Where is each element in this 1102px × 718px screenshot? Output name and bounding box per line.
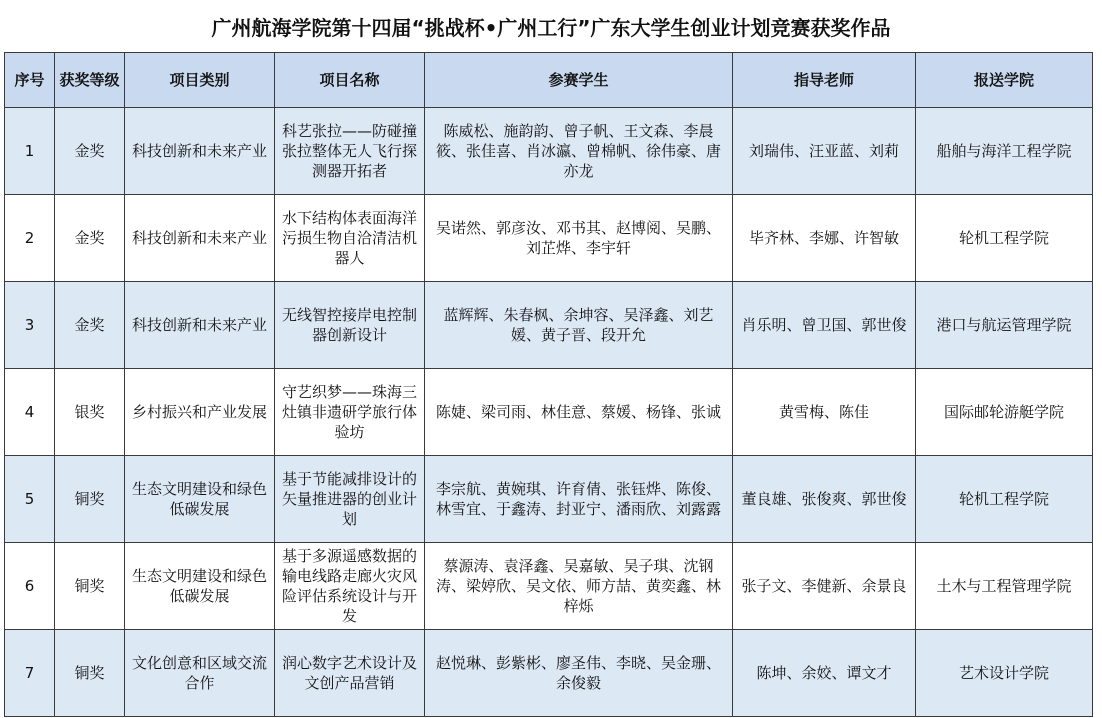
- cell-teachers: 毕齐林、李娜、许智敏: [733, 195, 916, 282]
- table-row: [5, 282, 1093, 369]
- cell-level: 金奖: [55, 195, 125, 282]
- cell-students: 李宗航、黄婉琪、许育倩、张钰烨、陈俊、林雪宜、于鑫涛、封亚宁、潘雨欣、刘露露: [425, 456, 733, 543]
- cell-teachers: 黄雪梅、陈佳: [733, 369, 916, 456]
- header-no: 序号: [5, 53, 55, 108]
- cell-school: 国际邮轮游艇学院: [916, 369, 1093, 456]
- cell-students: 蓝辉辉、朱春枫、余坤容、吴泽鑫、刘艺媛、黄子晋、段开允: [425, 282, 733, 369]
- cell-project: 基于多源遥感数据的输电线路走廊火灾风险评估系统设计与开发: [275, 543, 425, 630]
- cell-category: 科技创新和未来产业: [125, 108, 275, 195]
- cell-no: 4: [5, 369, 55, 456]
- cell-students: 陈威松、施韵韵、曾子帆、王文森、李晨筱、张佳喜、肖冰瀛、曾棉帆、徐伟豪、唐亦龙: [425, 108, 733, 195]
- cell-school: 轮机工程学院: [916, 195, 1093, 282]
- table-row: [5, 543, 1093, 630]
- cell-level: 铜奖: [55, 456, 125, 543]
- cell-category: 文化创意和区域交流合作: [125, 630, 275, 717]
- table-row: [5, 108, 1093, 195]
- table-row: [5, 195, 1093, 282]
- cell-teachers: 陈坤、余姣、谭文才: [733, 630, 916, 717]
- cell-level: 金奖: [55, 282, 125, 369]
- header-category: 项目类别: [125, 53, 275, 108]
- cell-category: 生态文明建设和绿色低碳发展: [125, 543, 275, 630]
- cell-no: 7: [5, 630, 55, 717]
- cell-no: 5: [5, 456, 55, 543]
- cell-no: 3: [5, 282, 55, 369]
- table-row: [5, 456, 1093, 543]
- cell-teachers: 董良雄、张俊爽、郭世俊: [733, 456, 916, 543]
- table-header-row: [5, 53, 1093, 108]
- cell-project: 水下结构体表面海洋污损生物自洽清洁机器人: [275, 195, 425, 282]
- table-row: [5, 369, 1093, 456]
- cell-school: 船舶与海洋工程学院: [916, 108, 1093, 195]
- cell-category: 生态文明建设和绿色低碳发展: [125, 456, 275, 543]
- header-level: 获奖等级: [55, 53, 125, 108]
- cell-level: 银奖: [55, 369, 125, 456]
- header-students: 参赛学生: [425, 53, 733, 108]
- cell-no: 1: [5, 108, 55, 195]
- cell-category: 科技创新和未来产业: [125, 195, 275, 282]
- cell-project: 科艺张拉——防碰撞张拉整体无人飞行探测器开拓者: [275, 108, 425, 195]
- cell-teachers: 肖乐明、曾卫国、郭世俊: [733, 282, 916, 369]
- cell-students: 吴诺然、郭彦汝、邓书其、赵博阅、吴鹏、刘芷烨、李宇轩: [425, 195, 733, 282]
- cell-no: 2: [5, 195, 55, 282]
- cell-teachers: 刘瑞伟、汪亚蓝、刘莉: [733, 108, 916, 195]
- cell-school: 艺术设计学院: [916, 630, 1093, 717]
- cell-category: 乡村振兴和产业发展: [125, 369, 275, 456]
- awards-table: [4, 52, 1093, 717]
- cell-no: 6: [5, 543, 55, 630]
- cell-project: 无线智控接岸电控制器创新设计: [275, 282, 425, 369]
- cell-project: 基于节能减排设计的矢量推进器的创业计划: [275, 456, 425, 543]
- cell-project: 润心数字艺术设计及文创产品营销: [275, 630, 425, 717]
- cell-students: 赵悦琳、彭紫彬、廖圣伟、李晓、吴金珊、余俊毅: [425, 630, 733, 717]
- cell-project: 守艺织梦——珠海三灶镇非遗研学旅行体验坊: [275, 369, 425, 456]
- header-school: 报送学院: [916, 53, 1093, 108]
- page-title: 广州航海学院第十四届“挑战杯•广州工行”广东大学生创业计划竞赛获奖作品: [211, 15, 891, 40]
- cell-category: 科技创新和未来产业: [125, 282, 275, 369]
- cell-school: 土木与工程管理学院: [916, 543, 1093, 630]
- cell-school: 轮机工程学院: [916, 456, 1093, 543]
- cell-level: 铜奖: [55, 543, 125, 630]
- cell-school: 港口与航运管理学院: [916, 282, 1093, 369]
- cell-level: 金奖: [55, 108, 125, 195]
- header-teachers: 指导老师: [733, 53, 916, 108]
- cell-students: 陈婕、梁司雨、林佳意、蔡媛、杨锋、张诚: [425, 369, 733, 456]
- table-row: [5, 630, 1093, 717]
- header-project: 项目名称: [275, 53, 425, 108]
- cell-students: 蔡源涛、袁泽鑫、吴嘉敏、吴子琪、沈钢涛、梁婷欣、吴文依、师方喆、黄奕鑫、林梓烁: [425, 543, 733, 630]
- cell-teachers: 张子文、李健新、余景良: [733, 543, 916, 630]
- cell-level: 铜奖: [55, 630, 125, 717]
